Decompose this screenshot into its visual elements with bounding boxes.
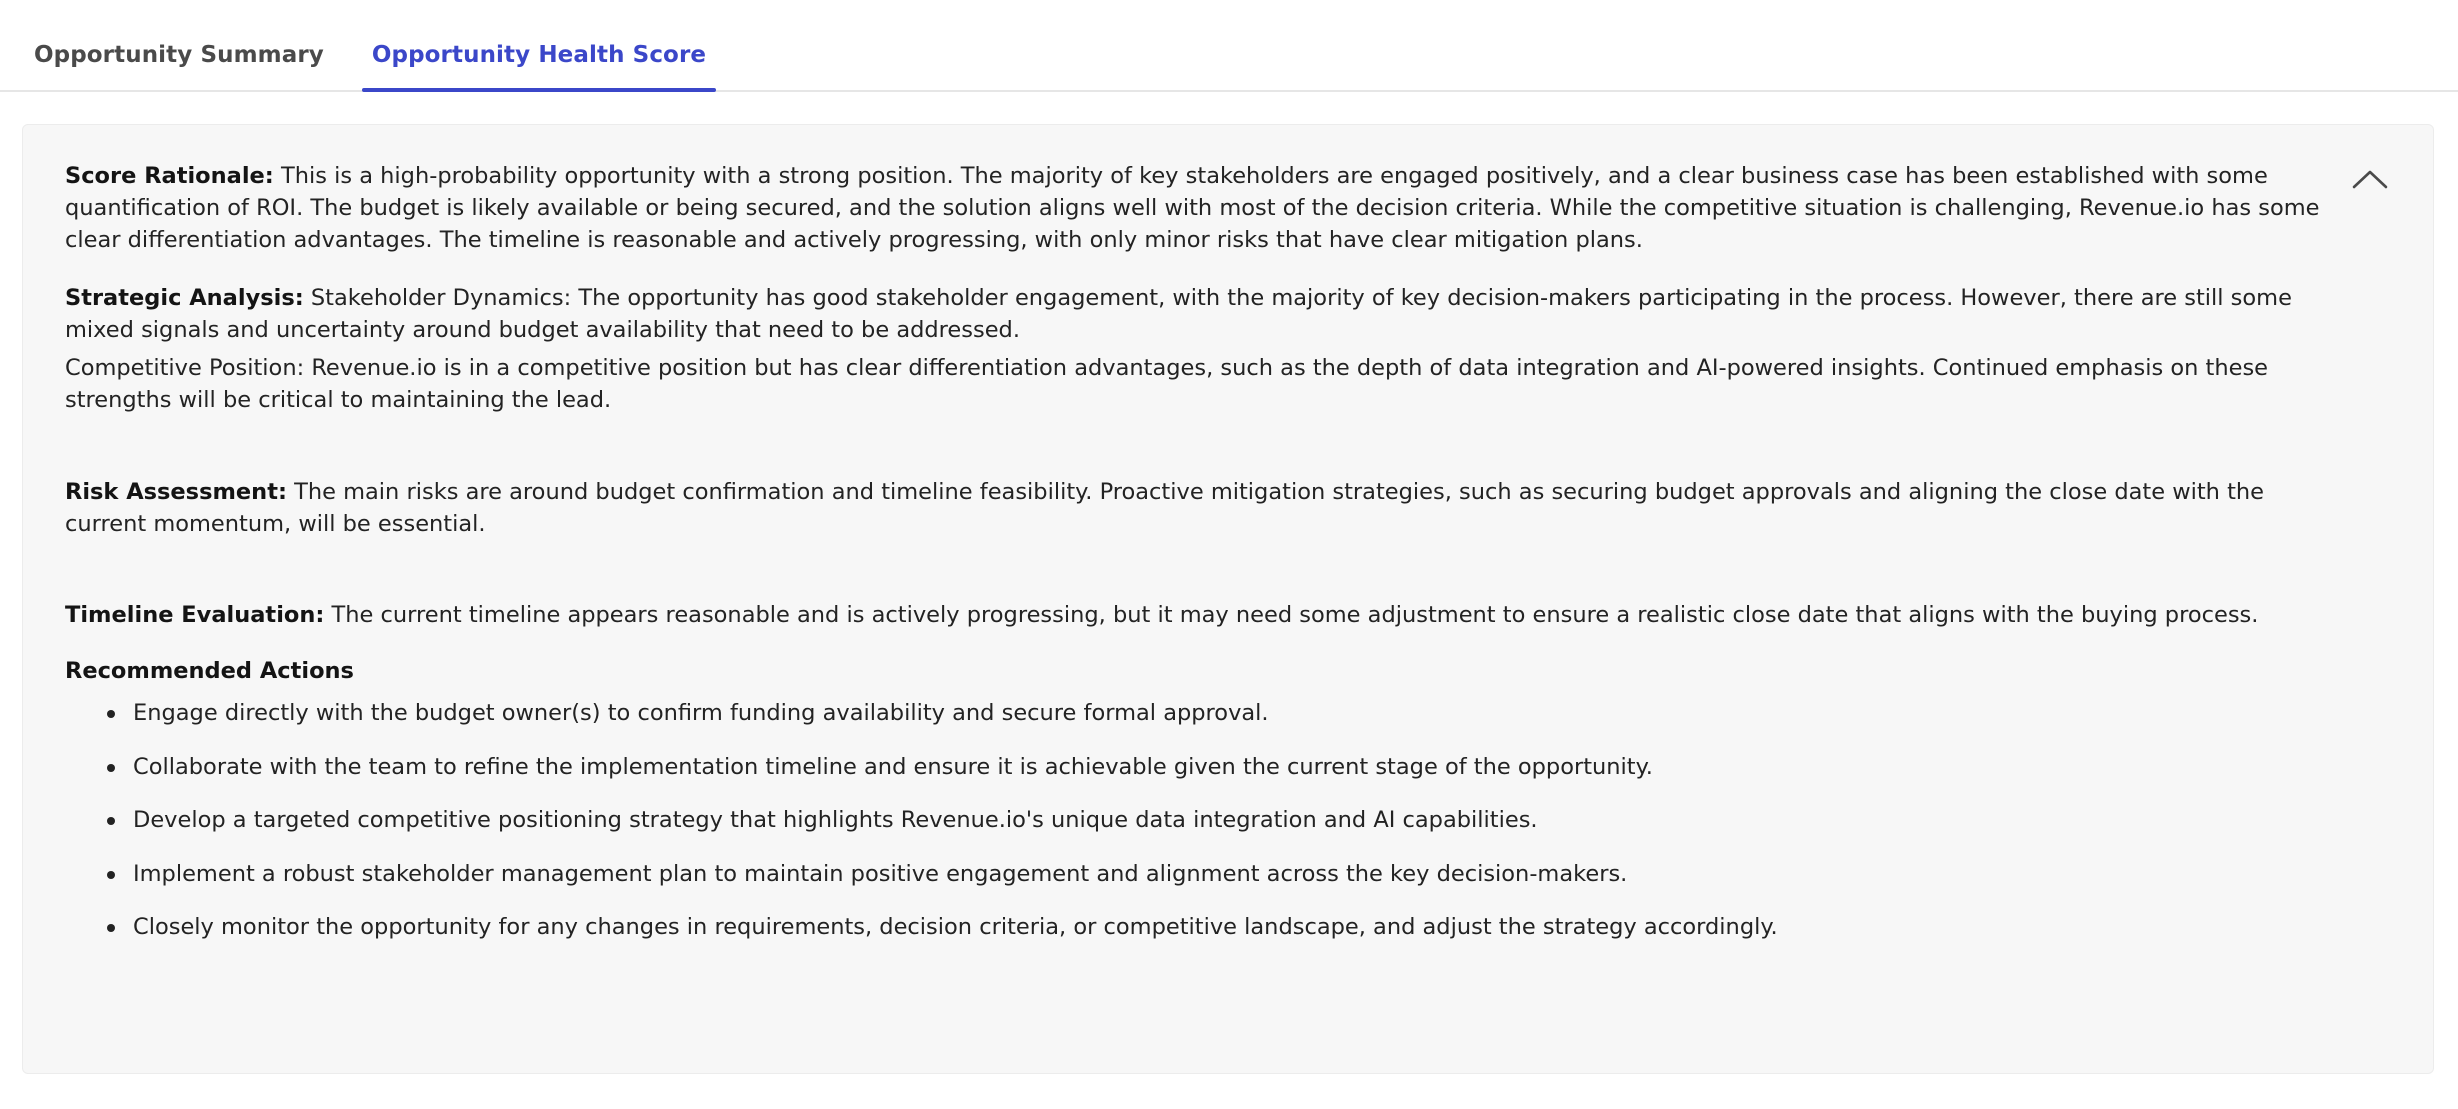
timeline-evaluation-paragraph bbox=[65, 600, 2335, 632]
recommended-actions-list bbox=[65, 698, 2373, 944]
list-item: Develop a targeted competitive positioning strategy that highlights Revenue.io's unique data integration and AI capabilities. bbox=[131, 805, 2373, 837]
list-item: Engage directly with the budget owner(s) to confirm funding availability and secure formal approval. bbox=[131, 698, 2373, 730]
tab-label: Opportunity Summary bbox=[34, 42, 324, 68]
health-score-panel-wrapper bbox=[0, 92, 2458, 1074]
strategic-analysis-paragraph bbox=[65, 283, 2335, 347]
score-rationale-paragraph bbox=[65, 161, 2335, 257]
strategic-analysis-label: Strategic Analysis: bbox=[65, 284, 304, 311]
tab-opportunity-health-score[interactable] bbox=[348, 16, 730, 90]
score-rationale-label: Score Rationale: bbox=[65, 163, 274, 189]
tab-label: Opportunity Health Score bbox=[371, 42, 707, 68]
health-score-card bbox=[22, 124, 2434, 1074]
competitive-position-paragraph: Competitive Position: Revenue.io is in a competitive position but has clear differentiation advantages, such as the depth of data integration and AI-powered insights. Continued emphasis on these strengths will be critical to maintaining the lead. bbox=[65, 354, 2269, 413]
risk-assessment-label: Risk Assessment: bbox=[65, 478, 287, 505]
risk-assessment-paragraph bbox=[65, 477, 2335, 541]
list-item: Closely monitor the opportunity for any changes in requirements, decision criteria, or competitive landscape, and adjust the strategy accordingly. bbox=[131, 912, 2373, 944]
timeline-evaluation-text: The current timeline appears reasonable and is actively progressing, but it may need some adjustment to ensure a realistic close date that aligns with the buying process. bbox=[324, 602, 2259, 629]
tab-bar bbox=[0, 0, 2458, 92]
risk-assessment-text: The main risks are around budget confirmation and timeline feasibility. Proactive mitigation strategies, such as securing budget approvals and aligning the close date with the current momentum, will be essential. bbox=[65, 478, 2265, 537]
score-rationale-text: This is a high-probability opportunity with a strong position. The majority of key stakeholders are engaged positively, and a clear business case has been established with some quantification of ROI. The budget is likely available or being secured, and the solution aligns well with most of the decision criteria. While the competitive situation is challenging, Revenue.io has some clear differentiation advantages. The timeline is reasonable and actively progressing, with only minor risks that have clear mitigation plans. bbox=[65, 163, 2320, 253]
list-item: Collaborate with the team to refine the implementation timeline and ensure it is achievable given the current stage of the opportunity. bbox=[131, 752, 2373, 784]
tab-opportunity-summary[interactable] bbox=[10, 16, 348, 90]
timeline-evaluation-label: Timeline Evaluation: bbox=[65, 602, 325, 629]
recommended-actions-title: Recommended Actions bbox=[65, 658, 354, 685]
list-item: Implement a robust stakeholder management plan to maintain positive engagement and alignment across the key decision-makers. bbox=[131, 859, 2373, 891]
chevron-up-icon[interactable] bbox=[2343, 155, 2397, 203]
spacer bbox=[65, 566, 2373, 600]
spacer bbox=[65, 443, 2373, 477]
strategic-analysis-text: Stakeholder Dynamics: The opportunity has good stakeholder engagement, with the majority of key decision-makers participating in the process. However, there are still some mixed signals and uncertainty around budget availability that need to be addressed. bbox=[65, 284, 2292, 343]
